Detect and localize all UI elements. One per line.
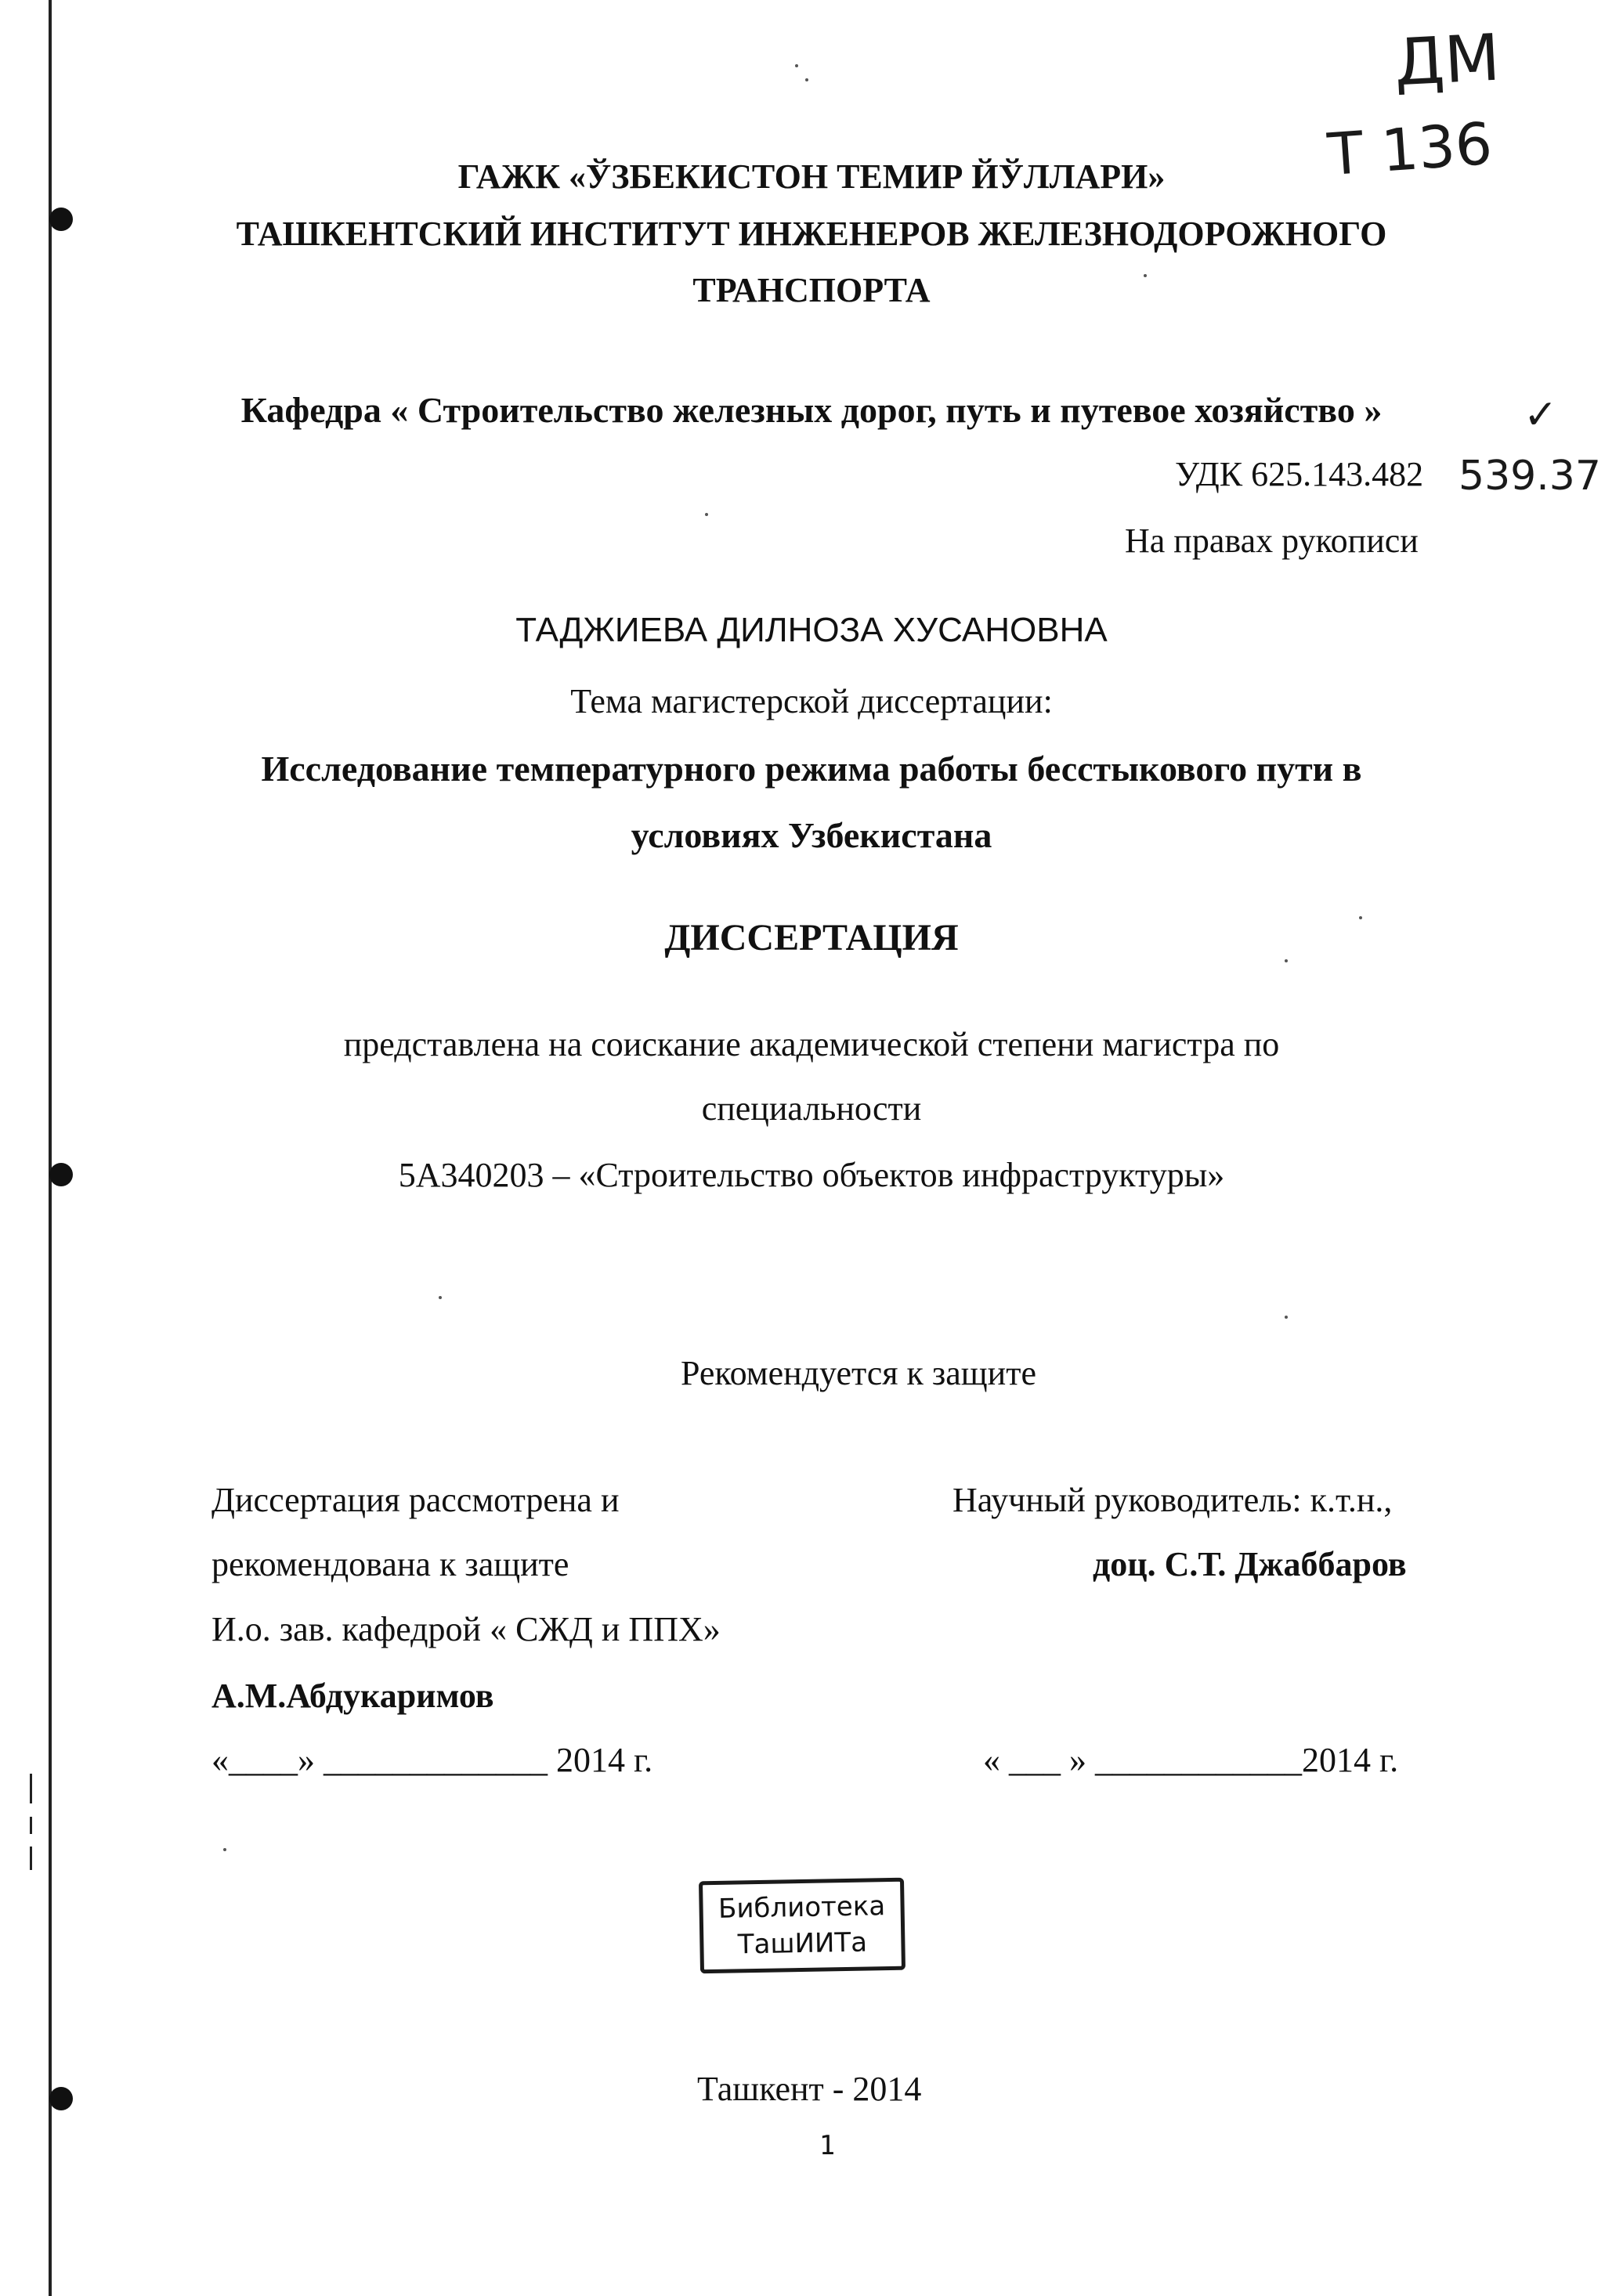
org-line-2: ТАШКЕНТСКИЙ ИНСТИТУТ ИНЖЕНЕРОВ ЖЕЛЕЗНОДОРОЖНОГО: [236, 215, 1387, 253]
city-year: Ташкент - 2014: [697, 2070, 922, 2108]
supervisor-title: Научный руководитель: к.т.н.,: [952, 1481, 1393, 1519]
scan-speck: [439, 1296, 442, 1299]
margin-mark: [30, 1817, 32, 1834]
stamp-line-1: Библиотека: [718, 1890, 886, 1925]
specialty: 5А340203 – «Строительство объектов инфраструктуры»: [398, 1156, 1225, 1194]
review-line-2: рекомендована к защите: [211, 1545, 569, 1583]
margin-mark: [30, 1774, 32, 1803]
scan-speck: [1285, 1316, 1288, 1319]
supervisor-date-line: « ___ » ____________2014 г.: [983, 1741, 1399, 1779]
head-name: А.М.Абдукаримов: [211, 1677, 494, 1715]
library-stamp: [699, 1878, 905, 1974]
head-of-department: И.о. зав. кафедрой « СЖД и ППХ»: [211, 1610, 721, 1648]
manuscript-rights: На правах рукописи: [1125, 522, 1419, 560]
org-line-3: ТРАНСПОРТА: [692, 271, 931, 309]
recommended-heading: Рекомендуется к защите: [681, 1354, 1036, 1392]
handwritten-udk-suffix: 539.37: [1459, 453, 1601, 500]
punch-hole-bottom: [49, 2087, 73, 2110]
author-name: ТАДЖИЕВА ДИЛНОЗА ХУСАНОВНА: [515, 611, 1108, 649]
topic-line-2: условиях Узбекистана: [631, 815, 992, 855]
review-line-1: Диссертация рассмотрена и: [211, 1481, 620, 1519]
topic-line-1: Исследование температурного режима работы бесстыкового пути в: [261, 749, 1362, 789]
scan-speck: [1285, 959, 1288, 962]
margin-mark: [30, 1847, 32, 1870]
document-type: ДИССЕРТАЦИЯ: [664, 917, 959, 958]
scan-speck: [223, 1848, 226, 1851]
org-line-1: ГАЖК «ЎЗБЕКИСТОН ТЕМИР ЙЎЛЛАРИ»: [457, 157, 1166, 196]
submission-line-1: представлена на соискание академической степени магистра по: [343, 1025, 1280, 1063]
page-number: 1: [819, 2130, 836, 2161]
handwritten-code-bottom: Т 136: [1325, 110, 1495, 190]
scan-speck: [795, 64, 798, 67]
stamp-line-2: ТашИИТа: [737, 1926, 868, 1961]
submission-line-2: специальности: [701, 1089, 922, 1128]
handwritten-check-mark: ✓: [1524, 392, 1558, 439]
department: Кафедра « Строительство железных дорог, путь и путевое хозяйство »: [240, 390, 1383, 430]
head-date-line: «____» _____________ 2014 г.: [211, 1741, 653, 1779]
scan-speck: [805, 78, 808, 81]
scan-speck: [705, 513, 708, 516]
supervisor-name: доц. С.Т. Джаббаров: [1093, 1545, 1407, 1583]
handwritten-code-top: ДМ: [1392, 20, 1502, 101]
udk-code: УДК 625.143.482: [1175, 455, 1424, 493]
topic-label: Тема магистерской диссертации:: [570, 682, 1053, 720]
binding-line: [49, 0, 52, 2296]
